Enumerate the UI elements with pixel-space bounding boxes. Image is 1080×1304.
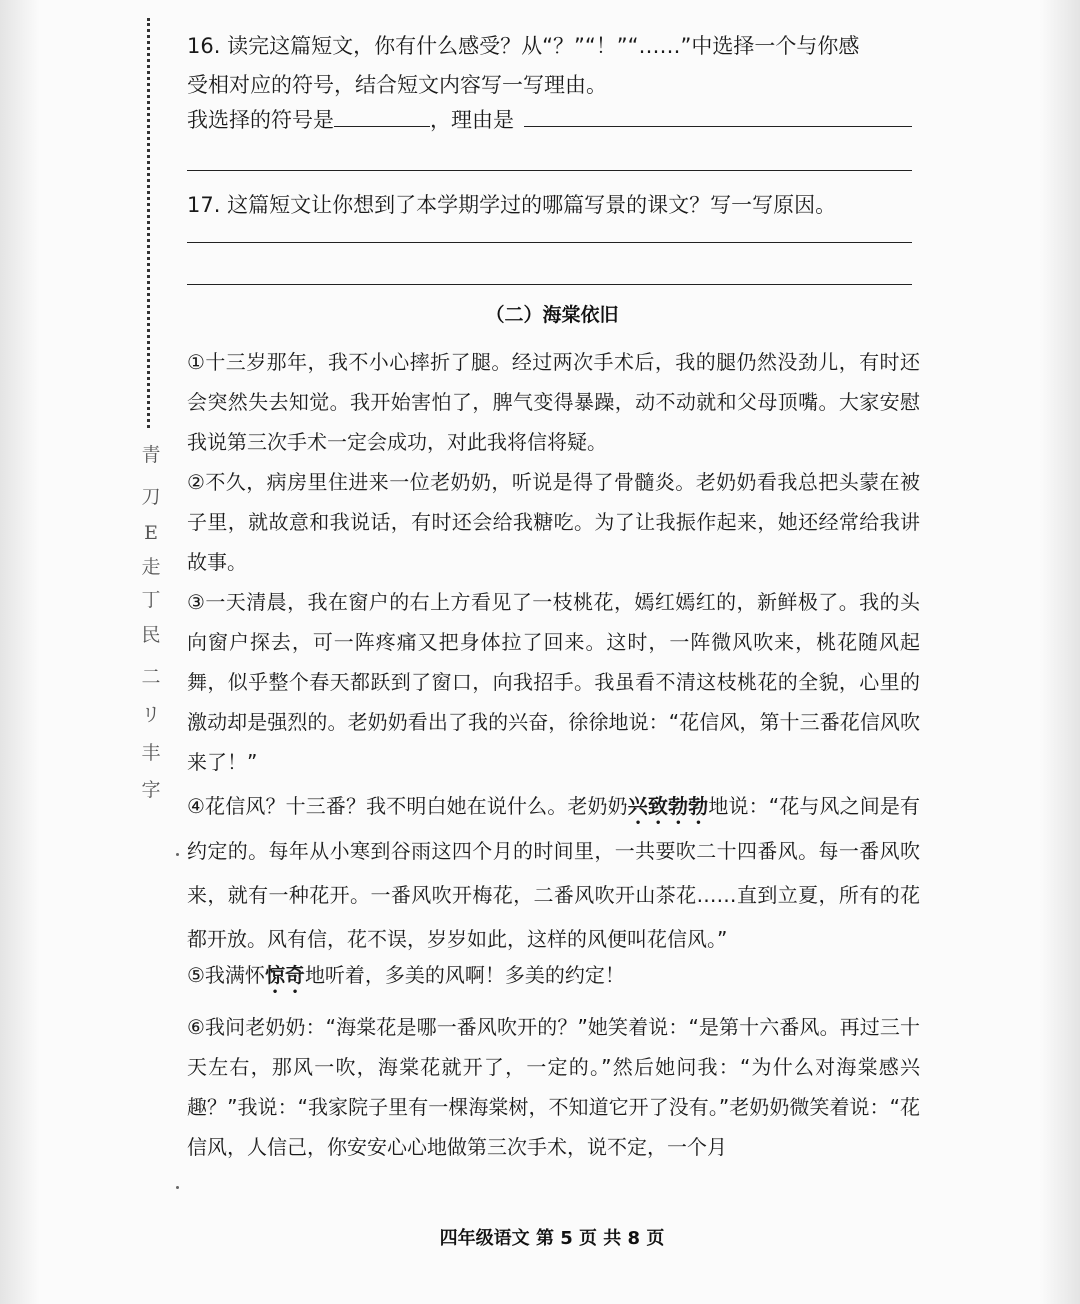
paragraph-4: [187, 784, 920, 961]
page-shadow-left: [0, 0, 40, 1304]
question-16-answer-row: [187, 100, 917, 139]
margin-char: 丁: [141, 589, 161, 611]
question-16-line2: 受相对应的符号，结合短文内容写一写理由。: [187, 73, 607, 97]
margin-char: E: [144, 522, 158, 544]
paragraph-5-text-a: ⑤我满怀: [187, 963, 265, 987]
answer-line[interactable]: [187, 284, 912, 285]
answer-line[interactable]: [187, 170, 912, 171]
margin-char: 字: [141, 779, 161, 801]
paragraph-5-text-b: 地听着，多美的风啊！多美的约定！: [304, 963, 625, 987]
symbol-answer-blank[interactable]: [334, 100, 430, 127]
question-17-line1: 17. 这篇短文让你想到了本学期学过的哪篇写景的课文？写一写原因。: [187, 193, 837, 217]
answer-line[interactable]: [187, 242, 912, 243]
margin-char: 二: [141, 666, 161, 688]
binding-dotted-line: [147, 18, 150, 428]
margin-char: 民: [141, 624, 161, 646]
paper-speck: [176, 1186, 179, 1189]
emphasized-word: 兴致勃勃: [627, 794, 709, 818]
page-footer: 四年级语文 第 5 页 共 8 页: [439, 1228, 665, 1249]
page-shadow-right: [1040, 0, 1080, 1304]
paragraph-1: ①十三岁那年，我不小心摔折了腿。经过两次手术后，我的腿仍然没劲儿，有时还会突然失去知觉。我开始害怕了，脾气变得暴躁，动不动就和父母顶嘴。大家安慰我说第三次手术一定会成功，对此我将信将疑。: [187, 350, 920, 454]
passage-title: （二）海棠依旧: [485, 304, 619, 326]
margin-char: 走: [141, 556, 161, 578]
paper-speck: [176, 853, 179, 856]
paragraph-4-text-b: 地说：“花与风之间是有约定的。每年从小寒到谷雨这四个月的时间里，一共要吹二十四番风。每一番风吹来，就有一种花开。一番风吹开梅花，二番风吹开山茶花……直到立夏，所有的花都开放。风有信，花不误，岁岁如此，这样的风便叫花信风。”: [187, 794, 920, 951]
question-16-line1: 16. 读完这篇短文，你有什么感受？从“？”“！”“……”中选择一个与你感: [187, 34, 860, 58]
paragraph-4-text-a: ④花信风？十三番？我不明白她在说什么。老奶奶: [187, 794, 628, 818]
margin-char: 青: [141, 444, 161, 466]
emphasized-word: 惊奇: [264, 963, 305, 987]
reason-answer-blank[interactable]: [524, 126, 912, 127]
paragraph-5: [187, 955, 920, 998]
margin-char: 丰: [141, 742, 161, 764]
paragraph-3: ③一天清晨，我在窗户的右上方看见了一枝桃花，嫣红嫣红的，新鲜极了。我的头向窗户探去，可一阵疼痛又把身体拉了回来。这时，一阵微风吹来，桃花随风起舞，似乎整个春天都跃到了窗口，向我招手。我虽看不清这枝桃花的全貌，心里的激动却是强烈的。老奶奶看出了我的兴奋，徐徐地说：“花信风，第十三番花信风吹来了！”: [187, 590, 920, 774]
paragraph-2: ②不久，病房里住进来一位老奶奶，听说是得了骨髓炎。老奶奶看我总把头蒙在被子里，就故意和我说话，有时还会给我糖吃。为了让我振作起来，她还经常给我讲故事。: [187, 470, 920, 574]
margin-char: リ: [141, 704, 161, 726]
paragraph-6: ⑥我问老奶奶：“海棠花是哪一番风吹开的？”她笑着说：“是第十六番风。再过三十天左右，那风一吹，海棠花就开了，一定的。”然后她问我：“为什么对海棠感兴趣？”我说：“我家院子里有一棵海棠树，不知道它开了没有。”老奶奶微笑着说：“花信风，人信己，你安安心心地做第三次手术，说不定，一个月: [187, 1015, 920, 1159]
answer-mid: ，理由是: [430, 108, 514, 132]
margin-char: 刀: [141, 486, 161, 508]
answer-prefix: 我选择的符号是: [187, 108, 334, 132]
